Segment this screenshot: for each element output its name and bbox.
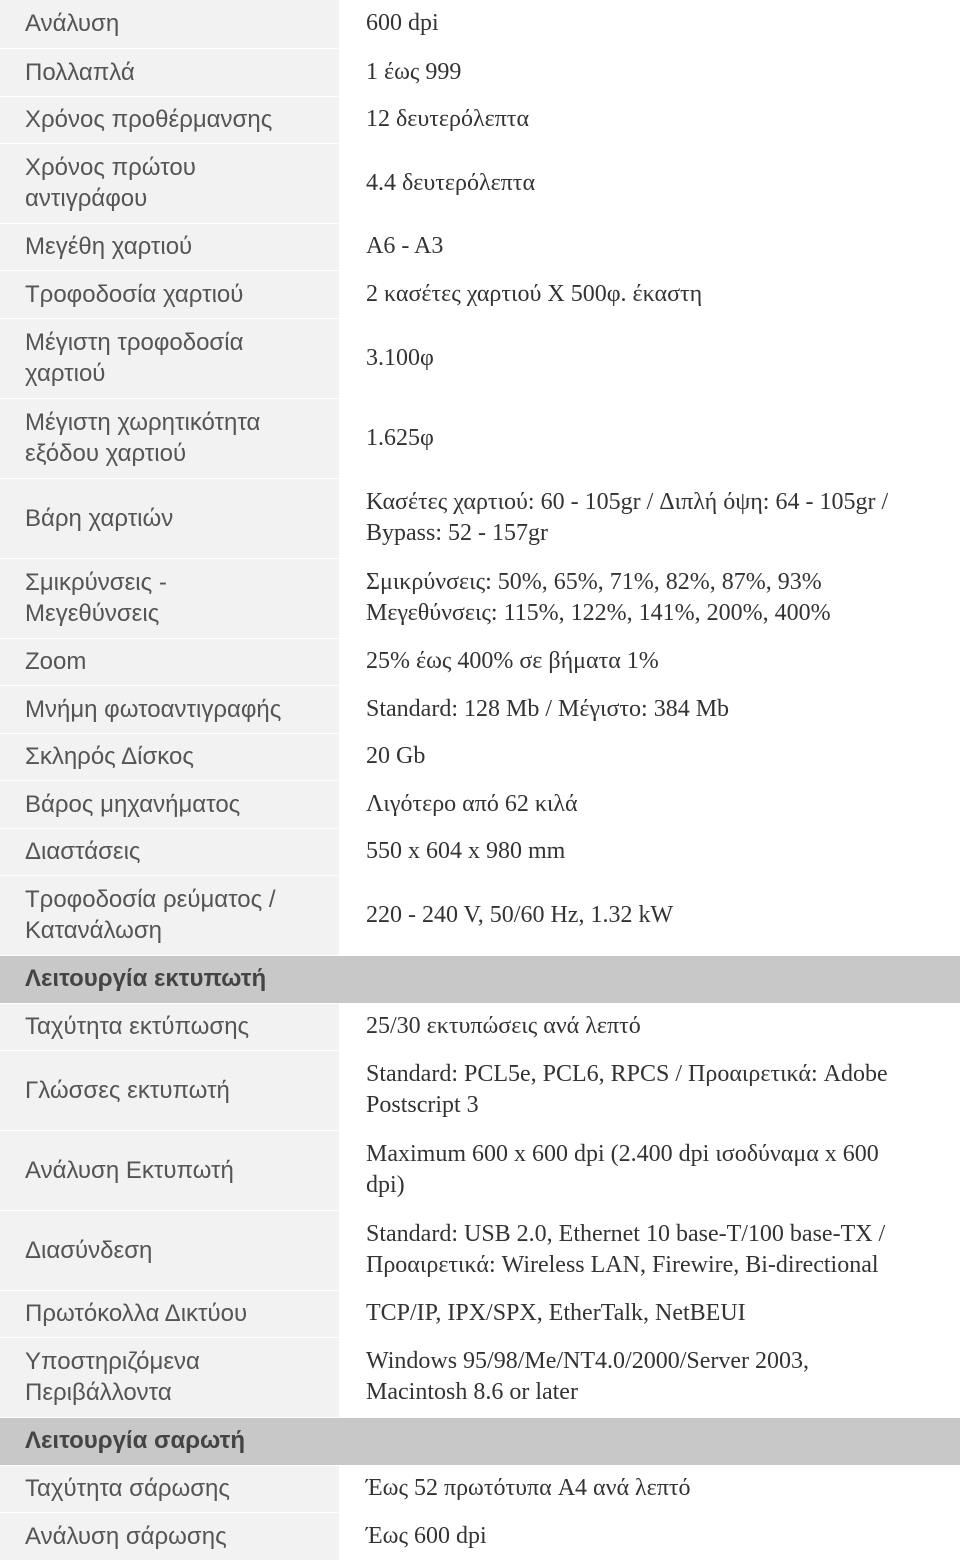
- spec-label: χαρτιού: [25, 360, 106, 388]
- spec-value: Bypass: 52 - 157gr: [366, 520, 548, 547]
- section-title: Λειτουργία εκτυπωτή: [0, 955, 960, 1003]
- spec-row: [0, 270, 960, 318]
- section-header-row: [0, 955, 960, 1003]
- spec-value: Κασέτες χαρτιού: 60 - 105gr / Διπλή όψη: 64 - 105gr /: [366, 489, 889, 516]
- spec-label-cell: [0, 638, 341, 685]
- spec-label: Σκληρός Δίσκος: [25, 743, 194, 771]
- spec-value: 1 έως 999: [366, 58, 462, 85]
- spec-label: Ταχύτητα σάρωσης: [25, 1475, 230, 1503]
- spec-value-cell: [341, 478, 960, 558]
- spec-row: [0, 143, 960, 223]
- spec-value: Standard: USB 2.0, Ethernet 10 base-T/100 base-TX /: [366, 1221, 886, 1248]
- spec-label-cell: [0, 48, 341, 96]
- spec-value: 4.4 δευτερόλεπτα: [366, 169, 536, 196]
- spec-label: Μέγιστη χωρητικότητα: [25, 409, 261, 437]
- spec-row: [0, 1050, 960, 1130]
- spec-value: Σμικρύνσεις: 50%, 65%, 71%, 82%, 87%, 93%: [366, 569, 822, 596]
- spec-value-cell: [341, 733, 960, 780]
- spec-label: Μνήμη φωτοαντιγραφής: [25, 695, 282, 723]
- spec-row: [0, 1003, 960, 1050]
- spec-label: Σμικρύνσεις -: [25, 569, 167, 597]
- spec-value: Έως 52 πρωτότυπα A4 ανά λεπτό: [366, 1475, 691, 1502]
- spec-value-cell: [341, 875, 960, 955]
- section-title: Λειτουργία σαρωτή: [0, 1417, 960, 1465]
- spec-row: [0, 48, 960, 96]
- spec-value-cell: [341, 143, 960, 223]
- spec-label: Πολλαπλά: [25, 58, 135, 86]
- spec-row: [0, 875, 960, 955]
- spec-row: [0, 685, 960, 733]
- spec-value: dpi): [366, 1172, 405, 1199]
- spec-value-cell: [341, 638, 960, 685]
- spec-value-cell: [341, 96, 960, 143]
- spec-label-cell: [0, 398, 341, 478]
- spec-label-cell: [0, 875, 341, 955]
- spec-label: Περιβάλλοντα: [25, 1379, 172, 1407]
- spec-row: [0, 223, 960, 270]
- spec-row: [0, 1290, 960, 1337]
- spec-label: Διασύνδεση: [25, 1236, 153, 1264]
- spec-value: 25/30 εκτυπώσεις ανά λεπτό: [366, 1013, 641, 1040]
- spec-row: [0, 1337, 960, 1417]
- spec-label: Ταχύτητα εκτύπωσης: [25, 1013, 250, 1041]
- spec-label-cell: [0, 478, 341, 558]
- spec-label-cell: [0, 558, 341, 638]
- spec-label-cell: [0, 780, 341, 828]
- spec-row: [0, 398, 960, 478]
- spec-value: A6 - A3: [366, 233, 444, 260]
- spec-value-cell: [341, 1465, 960, 1512]
- spec-value-cell: [341, 685, 960, 733]
- spec-label: Γλώσσες εκτυπωτή: [25, 1076, 230, 1104]
- spec-label-cell: [0, 143, 341, 223]
- spec-value: Maximum 600 x 600 dpi (2.400 dpi ισοδύναμα x 600: [366, 1141, 879, 1168]
- spec-value-cell: [341, 1512, 960, 1560]
- spec-value: TCP/IP, IPX/SPX, EtherTalk, NetBEUI: [366, 1300, 746, 1327]
- spec-label: Χρόνος προθέρμανσης: [25, 106, 273, 133]
- spec-row: [0, 318, 960, 398]
- spec-value-cell: [341, 1050, 960, 1130]
- spec-label-cell: [0, 828, 341, 875]
- spec-label: Zoom: [25, 648, 87, 676]
- section-header-row: [0, 1417, 960, 1465]
- spec-value: 25% έως 400% σε βήματα 1%: [366, 648, 659, 675]
- spec-row: [0, 478, 960, 558]
- spec-value-cell: [341, 1130, 960, 1210]
- spec-value: Windows 95/98/Me/NT4.0/2000/Server 2003,: [366, 1348, 809, 1375]
- spec-label: Τροφοδοσία ρεύματος /: [25, 886, 276, 914]
- spec-value: Macintosh 8.6 or later: [366, 1379, 578, 1406]
- spec-label: Υποστηριζόμενα: [25, 1348, 200, 1376]
- spec-value: Λιγότερο από 62 κιλά: [366, 790, 578, 817]
- spec-label: εξόδου χαρτιού: [25, 440, 187, 468]
- spec-value: 1.625φ: [366, 424, 434, 451]
- spec-row: [0, 558, 960, 638]
- spec-value: 550 x 604 x 980 mm: [366, 838, 566, 865]
- spec-label: Βάρη χαρτιών: [25, 504, 174, 532]
- spec-value: Standard: 128 Mb / Μέγιστο: 384 Mb: [366, 695, 730, 722]
- spec-value-cell: [341, 558, 960, 638]
- spec-row: [0, 828, 960, 875]
- spec-value-cell: [341, 318, 960, 398]
- spec-label-cell: [0, 223, 341, 270]
- spec-label: Βάρος μηχανήματος: [25, 790, 241, 818]
- spec-value: 600 dpi: [366, 10, 439, 37]
- spec-label: Ανάλυση: [25, 10, 120, 38]
- spec-value: 12 δευτερόλεπτα: [366, 106, 530, 132]
- spec-label-cell: [0, 270, 341, 318]
- spec-value-cell: [341, 398, 960, 478]
- spec-label: Μεγεθύνσεις: [25, 600, 160, 628]
- spec-row: [0, 1210, 960, 1290]
- spec-label-cell: [0, 1337, 341, 1417]
- spec-label-cell: [0, 1465, 341, 1512]
- spec-row: [0, 1465, 960, 1512]
- spec-label-cell: [0, 1210, 341, 1290]
- spec-value: Προαιρετικά: Wireless LAN, Firewire, Bi-directional: [366, 1252, 879, 1279]
- spec-row: [0, 1130, 960, 1210]
- spec-value-cell: [341, 828, 960, 875]
- spec-label-cell: [0, 1050, 341, 1130]
- spec-value-cell: [341, 270, 960, 318]
- spec-label: Διαστάσεις: [25, 838, 141, 866]
- spec-label: Μεγέθη χαρτιού: [25, 233, 193, 261]
- spec-label-cell: [0, 685, 341, 733]
- spec-label-cell: [0, 318, 341, 398]
- spec-row: [0, 96, 960, 143]
- spec-value: 20 Gb: [366, 743, 426, 770]
- spec-label-cell: [0, 1130, 341, 1210]
- spec-value: Postscript 3: [366, 1092, 479, 1119]
- spec-value-cell: [341, 1290, 960, 1337]
- spec-row: [0, 733, 960, 780]
- spec-value-cell: [341, 1003, 960, 1050]
- spec-value-cell: [341, 0, 960, 48]
- spec-value-cell: [341, 780, 960, 828]
- spec-value-cell: [341, 1210, 960, 1290]
- spec-value-cell: [341, 223, 960, 270]
- spec-value: Μεγεθύνσεις: 115%, 122%, 141%, 200%, 400%: [366, 600, 831, 627]
- spec-value: Έως 600 dpi: [366, 1522, 487, 1549]
- spec-label: Ανάλυση Εκτυπωτή: [25, 1156, 234, 1184]
- spec-value: 220 - 240 V, 50/60 Hz, 1.32 kW: [366, 901, 674, 928]
- spec-label-cell: [0, 0, 341, 48]
- spec-label: Μέγιστη τροφοδοσία: [25, 329, 244, 357]
- spec-value-cell: [341, 48, 960, 96]
- spec-row: [0, 0, 960, 48]
- spec-label: Τροφοδοσία χαρτιού: [25, 280, 244, 308]
- spec-label: Πρωτόκολλα Δικτύου: [25, 1300, 248, 1328]
- spec-value: 2 κασέτες χαρτιού Χ 500φ. έκαστη: [366, 280, 703, 307]
- spec-label: Χρόνος πρώτου: [25, 154, 196, 181]
- spec-value: 3.100φ: [366, 344, 434, 371]
- spec-label-cell: [0, 1290, 341, 1337]
- spec-label-cell: [0, 96, 341, 143]
- spec-row: [0, 780, 960, 828]
- spec-label: αντιγράφου: [25, 185, 148, 212]
- spec-row: [0, 1512, 960, 1560]
- spec-row: [0, 638, 960, 685]
- spec-label-cell: [0, 1512, 341, 1560]
- spec-label-cell: [0, 1003, 341, 1050]
- spec-value: Standard: PCL5e, PCL6, RPCS / Προαιρετικά: Adobe: [366, 1061, 888, 1088]
- spec-label: Κατανάλωση: [25, 917, 163, 945]
- spec-value-cell: [341, 1337, 960, 1417]
- spec-label-cell: [0, 733, 341, 780]
- spec-label: Ανάλυση σάρωσης: [25, 1522, 227, 1550]
